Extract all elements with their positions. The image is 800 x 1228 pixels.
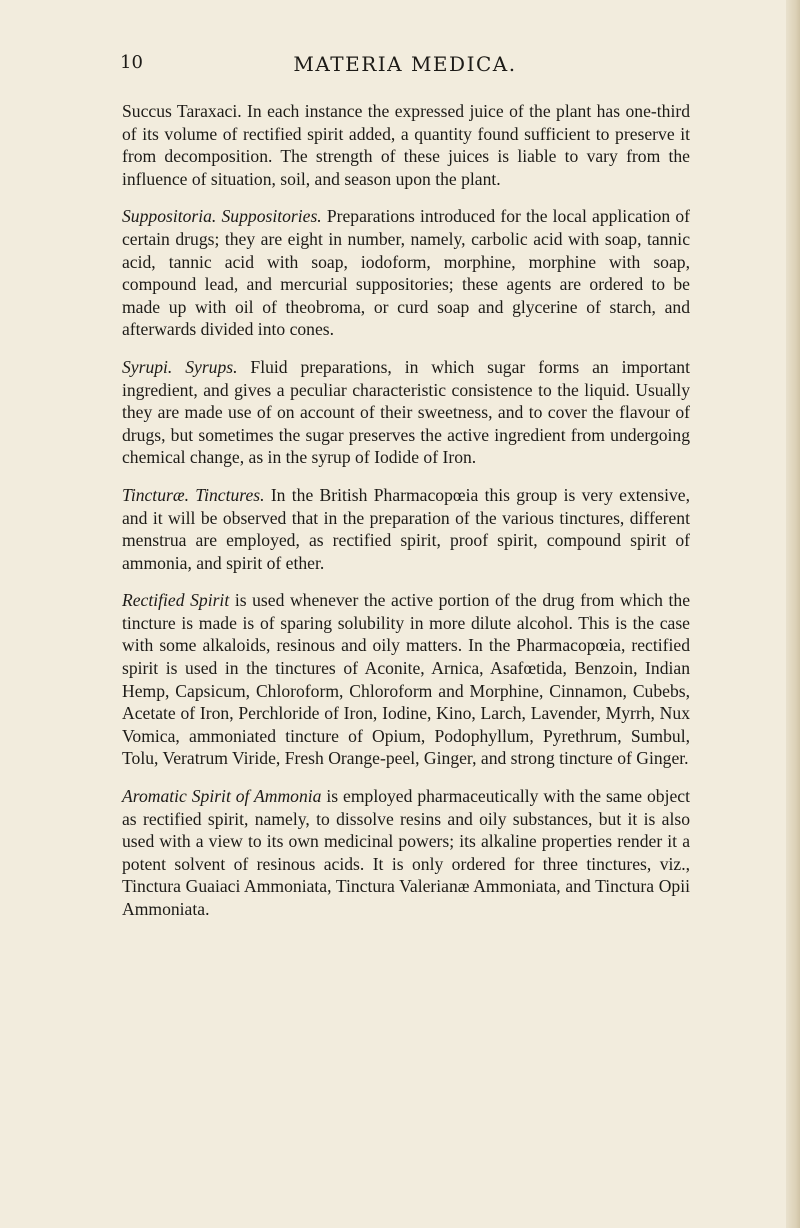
paragraph-text: Fluid preparations, in which sugar forms an important ingredient, and gives a peculiar characteristic consistence to the liquid. Usually they are made use of on account of their sweetness, and to cover the flavour of drugs, but sometimes the sugar preserves the active ingredient from undergoing chemical change, as in the syrup of Iodide of Iron. — [122, 356, 690, 468]
paragraph-text: In the British Pharmacopœia this group is very extensive, and it will be observed that in the preparation of the various tinctures, different menstrua are employed, as rectified spirit, proof spirit, compound spirit of ammonia, and spirit of ether. — [122, 484, 691, 573]
paragraph-lead-english: Tinctures. — [195, 484, 265, 505]
paragraph-lead-latin: Syrupi. — [122, 356, 173, 377]
paragraph-aromatic-spirit — [122, 785, 690, 921]
page-number: 10 — [120, 52, 143, 73]
paragraph-suppositoria — [122, 205, 690, 341]
running-title: MATERIA MEDICA. — [293, 52, 517, 76]
paragraph-lead: Rectified Spirit — [122, 590, 230, 611]
paragraph-text: Preparations introduced for the local application of certain drugs; they are eight in number, namely, carbolic acid with soap, tannic acid, tannic acid with soap, iodoform, morphine, morphine with soap, compound lead, and mercurial suppositories; these agents are ordered to be made up with oil of theobroma, or curd soap and glycerine of starch, and afterwards divided into cones. — [122, 206, 690, 340]
page-header — [120, 52, 690, 82]
paragraph-tincturae — [122, 484, 690, 574]
paragraph-text: is used whenever the active portion of the drug from which the tincture is made is of sparing solubility in more dilute alcohol. This is the case with some alkaloids, resinous and oily matters. In the Pharmacopœia, rectified spirit is used in the tinctures of Aconite, Arnica, Asafœtida, Benzoin, Indian Hemp, Capsicum, Chloroform, Chloroform and Morphine, Cinnamon, Cubebs, Acetate of Iron, Perchloride of Iron, Iodine, Kino, Larch, Lavender, Myrrh, Nux Vomica, ammoniated tincture of Opium, Podophyllum, Pyrethrum, Sumbul, Tolu, Veratrum Viride, Fresh Orange-peel, Ginger, and strong tincture of Ginger. — [122, 590, 691, 769]
paragraph-lead-latin: Suppositoria. — [122, 206, 217, 227]
paragraph-lead-latin: Tincturæ. — [122, 484, 189, 505]
paragraph-rectified-spirit — [122, 589, 690, 770]
paragraph-lead: Aromatic Spirit of Ammonia — [122, 786, 322, 807]
paragraph-lead-english: Syrups. — [185, 356, 238, 377]
page-body — [122, 100, 690, 921]
paragraph-lead-english: Suppositories. — [221, 206, 322, 227]
paragraph-text: Succus Taraxaci. In each instance the expressed juice of the plant has one-third of its volume of rectified spirit added, a quantity found sufficient to preserve it from decomposition. The strength of these juices is liable to vary from the influence of situation, soil, and season upon the plant. — [122, 101, 690, 189]
paragraph-syrupi — [122, 356, 690, 469]
paragraph-text: is employed pharmaceutically with the same object as rectified spirit, namely, to dissolve resins and oily substances, but it is also used with a view to its own medicinal powers; its alkaline properties render it a potent solvent of resinous acids. It is only ordered for three tinctures, viz., Tinctura Guaiaci Ammoniata, Tinctura Valerianæ Ammoniata, and Tinctura Opii Ammoniata. — [122, 786, 690, 919]
page-edge-shadow — [786, 0, 800, 1228]
paragraph-succus — [122, 100, 690, 190]
